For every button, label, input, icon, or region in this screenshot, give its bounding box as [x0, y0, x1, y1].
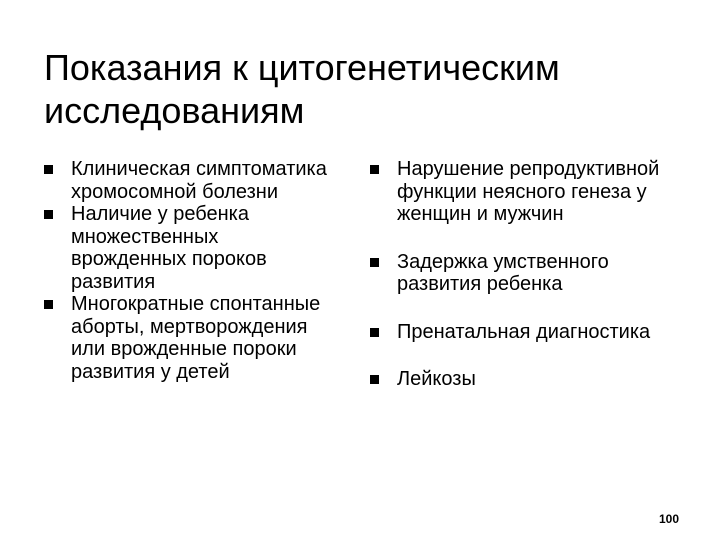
list-item	[44, 293, 334, 383]
square-bullet-icon	[44, 210, 53, 219]
bullet-text: Пренатальная диагностика	[397, 320, 651, 343]
list-item	[44, 158, 334, 203]
square-bullet-icon	[370, 375, 379, 384]
square-bullet-icon	[370, 258, 379, 267]
bullet-text: Нарушение репродуктивной функции неясного генеза у женщин и мужчин	[397, 158, 660, 225]
list-item	[370, 368, 690, 391]
bullet-text: Наличие у ребенка множественных врожденных пороков развития	[71, 203, 267, 293]
bullet-text: Клиническая симптоматика хромосомной болезни	[71, 158, 327, 203]
square-bullet-icon	[44, 300, 53, 309]
left-bullet-list	[44, 158, 334, 383]
slide-title: Показания к цитогенетическим исследованиям	[44, 47, 560, 131]
list-item	[44, 203, 334, 293]
right-bullet-list	[370, 158, 690, 416]
list-item	[370, 251, 690, 296]
bullet-text: Задержка умственного развития ребенка	[397, 250, 609, 295]
list-item	[370, 158, 690, 226]
bullet-text: Многократные спонтанные аборты, мертворождения или врожденные пороки развития у детей	[71, 293, 321, 383]
bullet-text: Лейкозы	[397, 368, 476, 390]
list-item	[370, 321, 690, 344]
square-bullet-icon	[370, 328, 379, 337]
page-number: 100	[658, 512, 679, 526]
square-bullet-icon	[370, 165, 379, 174]
square-bullet-icon	[44, 165, 53, 174]
